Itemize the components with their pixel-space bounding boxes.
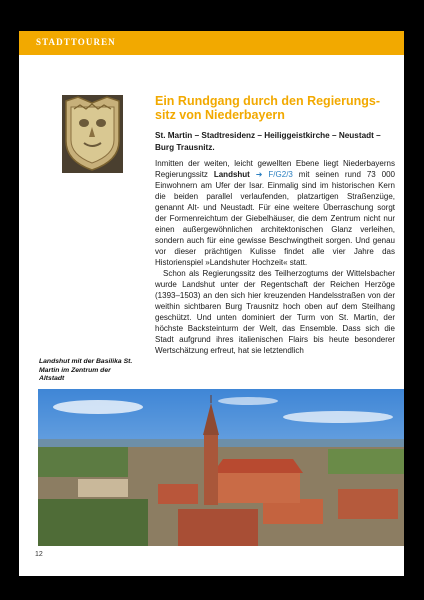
title-line-1: Ein Rundgang durch den Regierungs-	[155, 94, 380, 108]
article-title	[155, 94, 395, 122]
coat-of-arms-emblem	[62, 95, 123, 173]
section-header-band	[19, 31, 404, 55]
paragraph-2: Schon als Regierungssitz des Teilherzogtums der Wittelsbacher wurde Landshut unter der Regentschaft der Reichen Herzöge (1393–1503) an den sich hier kreuzenden Handelsstraßen von der weithin sichtbaren Burg Trausnitz hoch oben auf dem Steilhang geschützt. Und unten dominiert der Turm von St. Martin, der höchste Backsteinturm der Welt, das Ensemble. Dass sich die Stadt aufgrund ihres italienischen Flairs bis heute besonderer Wertschätzung erfreut, hat sie letztendlich	[155, 269, 395, 355]
article-body	[155, 158, 395, 356]
photo-caption: Landshut mit der Basilika St. Martin im Zentrum der Altstadt	[39, 358, 133, 383]
paragraph-1	[155, 158, 395, 268]
map-reference-link[interactable]: ➜ F/G2/3	[255, 170, 293, 179]
page-number: 12	[35, 551, 43, 558]
landshut-city-photo	[38, 389, 404, 546]
title-line-2: sitz von Niederbayern	[155, 108, 285, 122]
city-name: Landshut	[213, 170, 250, 179]
paragraph-1-rest: mit seinen rund 73 000 Einwohnern am Ufer der Isar. Einmalig sind im historischen Kern die beiden parallel verlaufenden, platzartigen Straßenzüge, genannt Alt- und Neustadt. Für eine weitere Überraschung sorgt der Formenreichtum der Giebelhäuser, die dem Zentrum nicht nur einen außergewöhnlichen architektonischen Glanz verleihen, sondern auch für eine gewisse Beschwingtheit sorgen. Und genau vor dieser prächtigen Kulisse findet alle vier Jahre das Historienspiel »Landshuter Hochzeit« statt.	[155, 170, 395, 267]
article-subtitle: St. Martin – Stadtresidenz – Heiliggeistkirche – Neustadt – Burg Trausnitz.	[155, 131, 381, 152]
paragraph-1-start: Inmitten der weiten, leicht gewellten Ebene liegt Niederbayerns Regierungssitz	[155, 159, 395, 179]
section-label: STADTTOUREN	[36, 37, 116, 47]
book-page	[19, 31, 404, 576]
